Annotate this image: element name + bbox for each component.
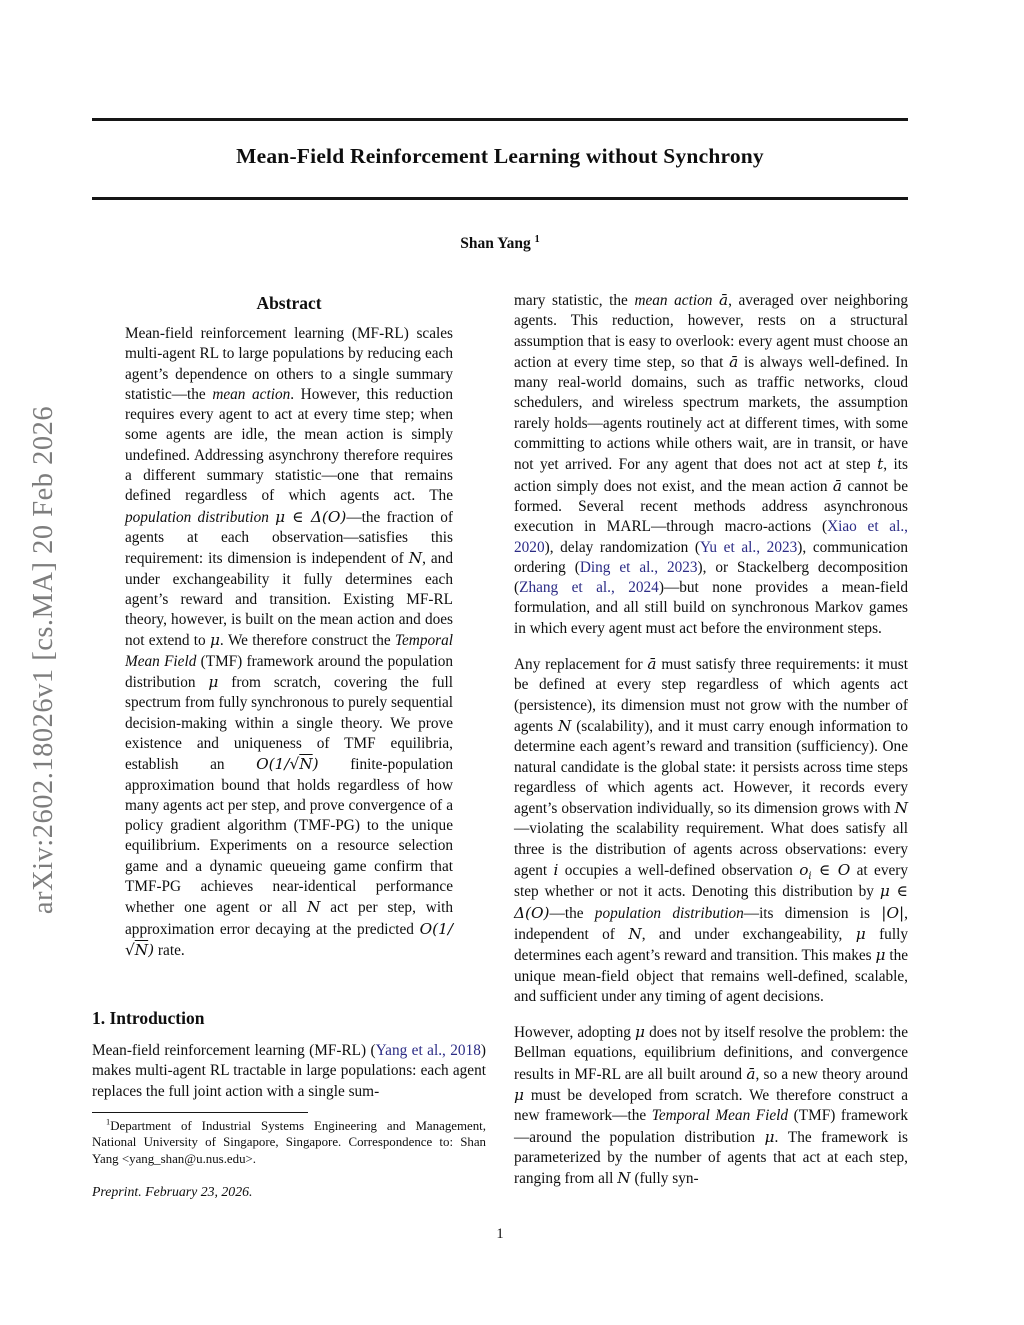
section-heading-introduction: 1. Introduction [92,1008,205,1028]
citation-link[interactable]: Yu et al., 2023 [700,538,798,556]
right-column [514,290,908,1204]
page-number: 1 [496,1226,504,1242]
introduction-paragraph: Mean-field reinforcement learning (MF-RL) (Yang et al., 2018) makes multi-agent RL tractable in large populations: each agent replaces the full joint action with a single sum- [92,1042,486,1100]
abstract-body: Mean-field reinforcement learning (MF-RL) scales multi-agent RL to large populations by reducing each agent’s dependence on others to a single summary statistic—the mean action. However, this reduction requires every agent to act at every time step; when some agents are idle, the mean action is simply undefined. Addressing asynchrony therefore requires a different summary statistic—one that remains defined regardless of which agents act. The population distribution μ ∈ Δ(O)—the fraction of agents at each observation—satisfies this requirement: its dimension is independent of N, and under exchangeability it fully determines each agent’s reward and transition. Existing MF-RL theory, however, is built on the mean action and does not extend to μ. We therefore construct the Temporal Mean Field (TMF) framework around the population distribution μ from scratch, covering the full spectrum from fully synchronous to purely sequential decision-making within a single theory. We prove existence and uniqueness of TMF equilibria, establish an O(1/√N) finite-population approximation bound that holds regardless of how many agents act per step, and prove convergence of a policy gradient algorithm (TMF-PG) to the unique equilibrium. Experiments on a resource selection game and a dynamic queueing game confirm that TMF-PG achieves near-identical performance whether one agent or all N act per step, with approximation error decaying at the predicted O(1/√N) rate. [125,325,454,959]
abstract-heading: Abstract [256,293,322,313]
author-name: Shan Yang $^1$ [460,233,540,252]
citation-link[interactable]: Yang et al., 2018 [375,1042,481,1059]
affiliation-footnote: $^1$Department of Industrial Systems Engineering and Management, National University of Singapore, Singapore. Correspondence to: Shan Yang <yang_shan@u.nus.edu>. [92,1117,486,1166]
arxiv-watermark: arXiv:2602.18026v1 [cs.MA] 20 Feb 2026 [28,405,59,915]
preprint-note: Preprint. February 23, 2026. [92,1184,253,1199]
footnote-rule [92,1112,308,1113]
body-paragraph: However, adopting μ does not by itself resolve the problem: the Bellman equations, equilibrium definitions, and convergence results in MF-RL are all built around ā, so a new theory around μ must be developed from scratch. We therefore construct a new framework—the Temporal Mean Field (TMF) framework—around the population distribution μ. The framework is parameterized by the number of agents that act at each step, ranging from all N (fully syn- [514,1023,908,1188]
paper-title: Mean-Field Reinforcement Learning without Synchrony [236,144,764,168]
body-paragraph: mary statistic, the mean action ā, averaged over neighboring agents. This reduction, however, rests on a structural assumption that is easy to overlook: every agent must choose an action at every time step, so that ā is always well-defined. In many real-world domains, such as traffic networks, cloud schedulers, and wireless spectrum markets, the assumption rarely holds—agents routinely act at different times, with some committing to actions while others wait, are in transit, or have not yet arrived. For any agent that does not act at step t, its action simply does not exist, and the mean action ā cannot be formed. Several recent methods address asynchronous execution in MARL—through macro-actions (Xiao et al., 2020), delay randomization (Yu et al., 2023), communication ordering (Ding et al., 2023), or Stackelberg decomposition (Zhang et al., 2024)—but none provides a mean-field formulation, and all still build on synchronous Markov games in which every agent must act before the environment steps. [514,291,909,637]
title-rule-top [92,118,908,121]
citation-link[interactable]: Zhang et al., 2024 [519,579,659,597]
citation-link[interactable]: Ding et al., 2023 [579,558,698,576]
body-paragraph: Any replacement for ā must satisfy three requirements: it must be defined at every step regardless of which agents act (persistence), its dimension must not grow with the number of agents N (scalability), and it must carry enough information to determine each agent’s reward and transition (sufficiency). One natural candidate is the global state: it persists across time steps regardless of which agents act. However, it records every agent’s observation individually, so its dimension grows with N—violating the scalability requirement. What does satisfy all three is the distribution of agents across observations: every agent i occupies a well-defined observation $o_i$ ∈ O at every step whether or not it acts. Denoting this distribution by μ ∈ Δ(O)—the population distribution—its dimension is |O|, independent of N, and under exchangeability, μ fully determines each agent’s reward and transition. This makes μ the unique mean-field object that remains well-defined, scalable, and sufficient under any timing of agent decisions. [514,655,909,1005]
citation-link[interactable]: Xiao et al., 2020 [514,518,908,556]
title-rule-bottom [92,197,908,200]
